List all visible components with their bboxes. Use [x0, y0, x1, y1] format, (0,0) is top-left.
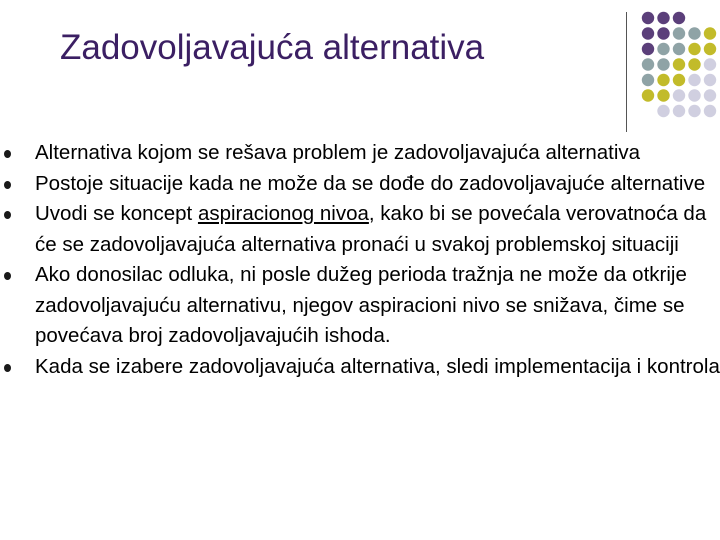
decorative-dot — [673, 105, 685, 117]
bullet-text-part: , kako bi se povećala verovatnoća da će se zadovoljavajuća alternativa pronaći u svakoj problemskoj situaciji — [35, 202, 707, 256]
bullet-item — [0, 138, 720, 169]
bullet-marker — [4, 272, 11, 280]
bullet-list — [0, 138, 720, 382]
decorative-dot — [642, 58, 654, 70]
bullet-marker — [4, 364, 11, 372]
decorative-dot — [704, 89, 716, 101]
decorative-dot — [688, 89, 700, 101]
decorative-dot — [657, 58, 669, 70]
decorative-dot — [704, 58, 716, 70]
title-divider-line — [626, 12, 627, 132]
decorative-dot — [673, 89, 685, 101]
bullet-text-part: Kada se izabere zadovoljavajuća alternativa, sledi implementacija i kontrola — [35, 354, 720, 378]
bullet-item — [0, 169, 720, 200]
bullet-item — [0, 199, 720, 260]
decorative-dot — [657, 12, 669, 24]
decorative-dot — [673, 43, 685, 55]
decorative-dot — [657, 27, 669, 39]
decorative-dot — [673, 58, 685, 70]
bullet-text-part: Alternativa kojom se rešava problem je — [35, 141, 394, 164]
decorative-dot — [673, 74, 685, 86]
decorative-dot — [688, 43, 700, 55]
bullet-text-part: Postoje situacije kada ne može da se dođe do zadovoljavajuće alternative — [35, 171, 706, 195]
decorative-dot — [642, 74, 654, 86]
bullet-text — [35, 199, 720, 260]
decorative-dot — [657, 89, 669, 101]
decorative-dot — [673, 12, 685, 24]
bullet-text-part: Ako donosilac odluka, ni posle dužeg perioda tražnja ne može da otkrije zadovoljavajuću alternativu, njegov aspiracioni nivo se snižava, čime se povećava broj zadovoljavajućih ishoda. — [35, 263, 687, 347]
bullet-item — [0, 352, 720, 383]
decorative-dot — [657, 74, 669, 86]
bullet-emphasis: zadovoljavajuća alternativa — [393, 141, 641, 164]
decorative-dot — [704, 105, 716, 117]
decorative-dot — [688, 74, 700, 86]
bullet-emphasis-underlined: aspiracionog nivoa — [197, 202, 369, 225]
decorative-dot — [704, 27, 716, 39]
bullet-text — [35, 352, 720, 383]
bullet-item — [0, 260, 720, 352]
decorative-dot-grid — [640, 10, 720, 120]
decorative-dot — [657, 43, 669, 55]
dot-grid-graphic — [640, 10, 720, 120]
decorative-dot — [642, 27, 654, 39]
bullet-text-part: Uvodi se koncept — [35, 202, 198, 225]
slide-title: Zadovoljavajuća alternativa — [60, 28, 485, 67]
bullet-text — [35, 138, 720, 169]
decorative-dot — [704, 43, 716, 55]
decorative-dot — [688, 27, 700, 39]
decorative-dot — [704, 74, 716, 86]
bullet-marker — [4, 211, 11, 219]
bullet-marker — [4, 150, 11, 158]
decorative-dot — [688, 105, 700, 117]
decorative-dot — [642, 12, 654, 24]
bullet-text — [35, 260, 720, 352]
decorative-dot — [642, 43, 654, 55]
decorative-dot — [657, 105, 669, 117]
decorative-dot — [688, 58, 700, 70]
decorative-dot — [642, 89, 654, 101]
bullet-marker — [4, 181, 11, 189]
decorative-dot — [673, 27, 685, 39]
bullet-text — [35, 169, 720, 200]
